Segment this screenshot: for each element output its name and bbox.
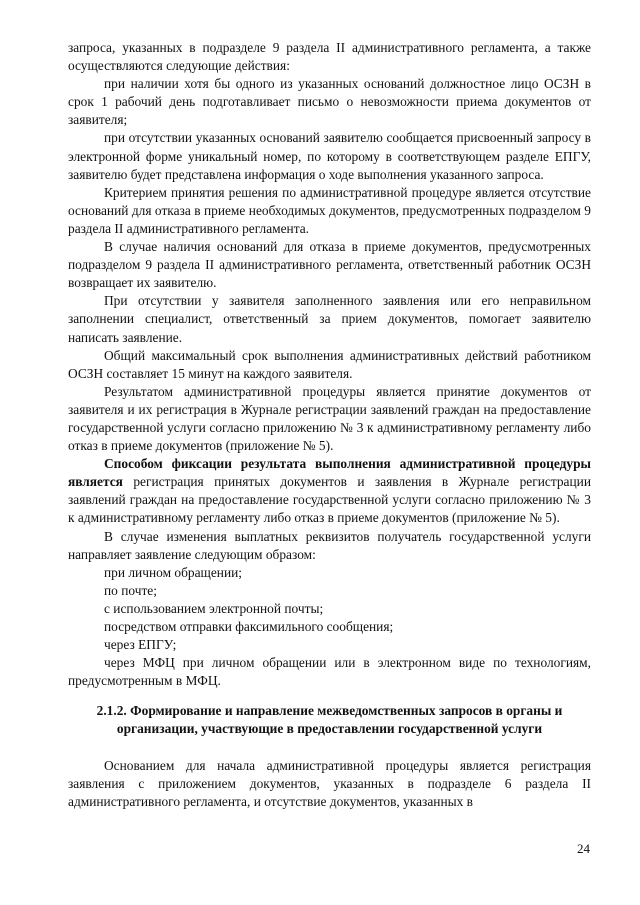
paragraph-7: Общий максимальный срок выполнения административных действий работником ОСЗН составляет 15 минут на каждого заявителя. [68, 347, 591, 381]
paragraph-2: при наличии хотя бы одного из указанных оснований должностное лицо ОСЗН в срок 1 рабочий день подготавливает письмо о невозможности приема документов от заявителя; [68, 76, 591, 128]
list-item-3: с использованием электронной почты; [104, 600, 324, 616]
list-item-4: посредством отправки факсимильного сообщения; [104, 619, 394, 634]
list-item-2: по почте; [104, 582, 157, 598]
paragraph-10: В случае изменения выплатных реквизитов получатель государственной услуги направляет заявление следующим образом: [68, 528, 591, 562]
paragraph-5: В случае наличия оснований для отказа в приеме документов, предусмотренных подразделом 9 раздела II административного регламента, ответственный работник ОСЗН возвращает их заявителю. [68, 239, 591, 291]
list-item-1: при личном обращении; [104, 564, 243, 580]
list-item-5: через ЕПГУ; [104, 637, 177, 653]
paragraph-1: запроса, указанных в подразделе 9 раздела II административного регламента, а также осуществляются следующие действия: [68, 40, 591, 74]
paragraph-9 [68, 455, 591, 527]
paragraph-6: При отсутствии у заявителя заполненного заявления или его неправильном заполнении специалист, ответственный за прием документов, помогает заявителю написать заявление. [68, 293, 591, 345]
paragraph-9-text: регистрация принятых документов и заявления в Журнале регистрации заявлений граждан на предоставление государственной услуги согласно приложению № 3 к административному регламенту либо отказ в приеме документов (приложение № 5). [68, 474, 591, 526]
paragraph-11: Основанием для начала административной процедуры является регистрация заявления с приложением документов, указанных в подразделе 6 раздела II административного регламента, и отсутствие документов, указанных в [68, 757, 591, 809]
paragraph-8: Результатом административной процедуры является принятие документов от заявителя и их регистрация в Журнале регистрации заявлений граждан на предоставление государственной услуги согласно приложению № 3 к административному регламенту либо отказ в приеме документов (приложение № 5). [68, 383, 591, 454]
paragraph-3: при отсутствии указанных оснований заявителю сообщается присвоенный запросу в электронной форме уникальный номер, по которому в соответствующем разделе ЕПГУ, заявителю будет представлена информация о ходе выполнения указанного запроса. [68, 130, 591, 182]
paragraph-9-bold: Способом фиксации результата выполнения административной процедуры является [68, 456, 591, 490]
page-body [68, 39, 591, 811]
page-number: 24 [577, 841, 590, 856]
paragraph-4: Критерием принятия решения по административной процедуре является отсутствие оснований для отказа в приеме необходимых документов, предусмотренных подразделом 9 раздела II административного регламента. [68, 184, 591, 236]
list-item-6: через МФЦ при личном обращении или в электронном виде по технологиям, предусмотренным в МФЦ. [68, 655, 591, 689]
section-heading: 2.1.2. Формирование и направление межведомственных запросов в органы и организации, участвующие в предоставлении государственной услуги [96, 703, 563, 737]
